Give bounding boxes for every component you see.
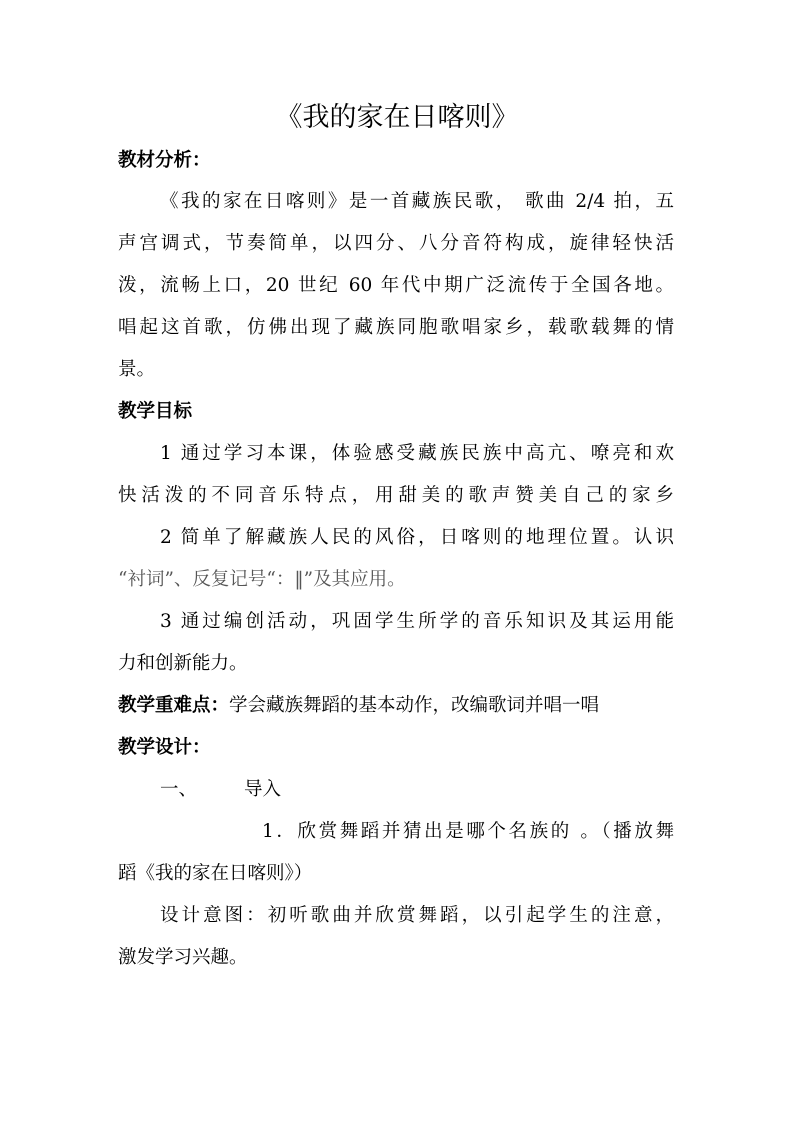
keypoints-row — [118, 693, 599, 719]
step-1-title: 导入 — [244, 779, 282, 800]
goal-1-line-2: 快活泼的不同音乐特点，用甜美的歌声赞美自己的家乡 — [118, 485, 674, 506]
keypoints-text: 学会藏族舞蹈的基本动作，改编歌词并唱一唱 — [229, 695, 600, 716]
analysis-line-2: 声宫调式，节奏简单，以四分、八分音符构成，旋律轻快活 — [118, 233, 674, 254]
intent-line-2: 激发学习兴趣。 — [118, 947, 248, 968]
goal-2-line-2: “衬词”、反复记号“：‖”及其应用。 — [118, 569, 406, 590]
item-1-line-2: 蹈《我的家在日喀则》） — [118, 863, 313, 884]
analysis-heading: 教材分析： — [118, 150, 211, 171]
step-1-number: 一、 — [160, 779, 198, 800]
intent-line-1: 设计意图：初听歌曲并欣赏舞蹈，以引起学生的注意， — [160, 905, 674, 926]
goals-heading: 教学目标 — [118, 401, 193, 422]
goal-2-line-1: 2 简单了解藏族人民的风俗，日喀则的地理位置。认识 — [160, 527, 674, 548]
analysis-line-5: 景。 — [118, 359, 156, 380]
goal-1-line-1: 1 通过学习本课，体验感受藏族民族中高亢、嘹亮和欢 — [160, 443, 674, 464]
analysis-line-4: 唱起这首歌，仿佛出现了藏族同胞歌唱家乡，载歌载舞的情 — [118, 317, 674, 338]
goal-3-line-2: 力和创新能力。 — [118, 653, 248, 674]
design-heading: 教学设计： — [118, 737, 211, 758]
analysis-line-3: 泼，流畅上口，20 世纪 60 年代中期广泛流传于全国各地。 — [118, 275, 674, 296]
keypoints-label: 教学重难点： — [118, 695, 230, 716]
document-title: 《我的家在日喀则》 — [275, 102, 519, 133]
analysis-line-1: 《我的家在日喀则》是一首藏族民歌， 歌曲 2/4 拍，五 — [160, 191, 674, 212]
goal-3-line-1: 3 通过编创活动，巩固学生所学的音乐知识及其运用能 — [160, 611, 674, 632]
item-1-line-1: 1．欣赏舞蹈并猜出是哪个名族的 。（播放舞 — [262, 821, 674, 842]
